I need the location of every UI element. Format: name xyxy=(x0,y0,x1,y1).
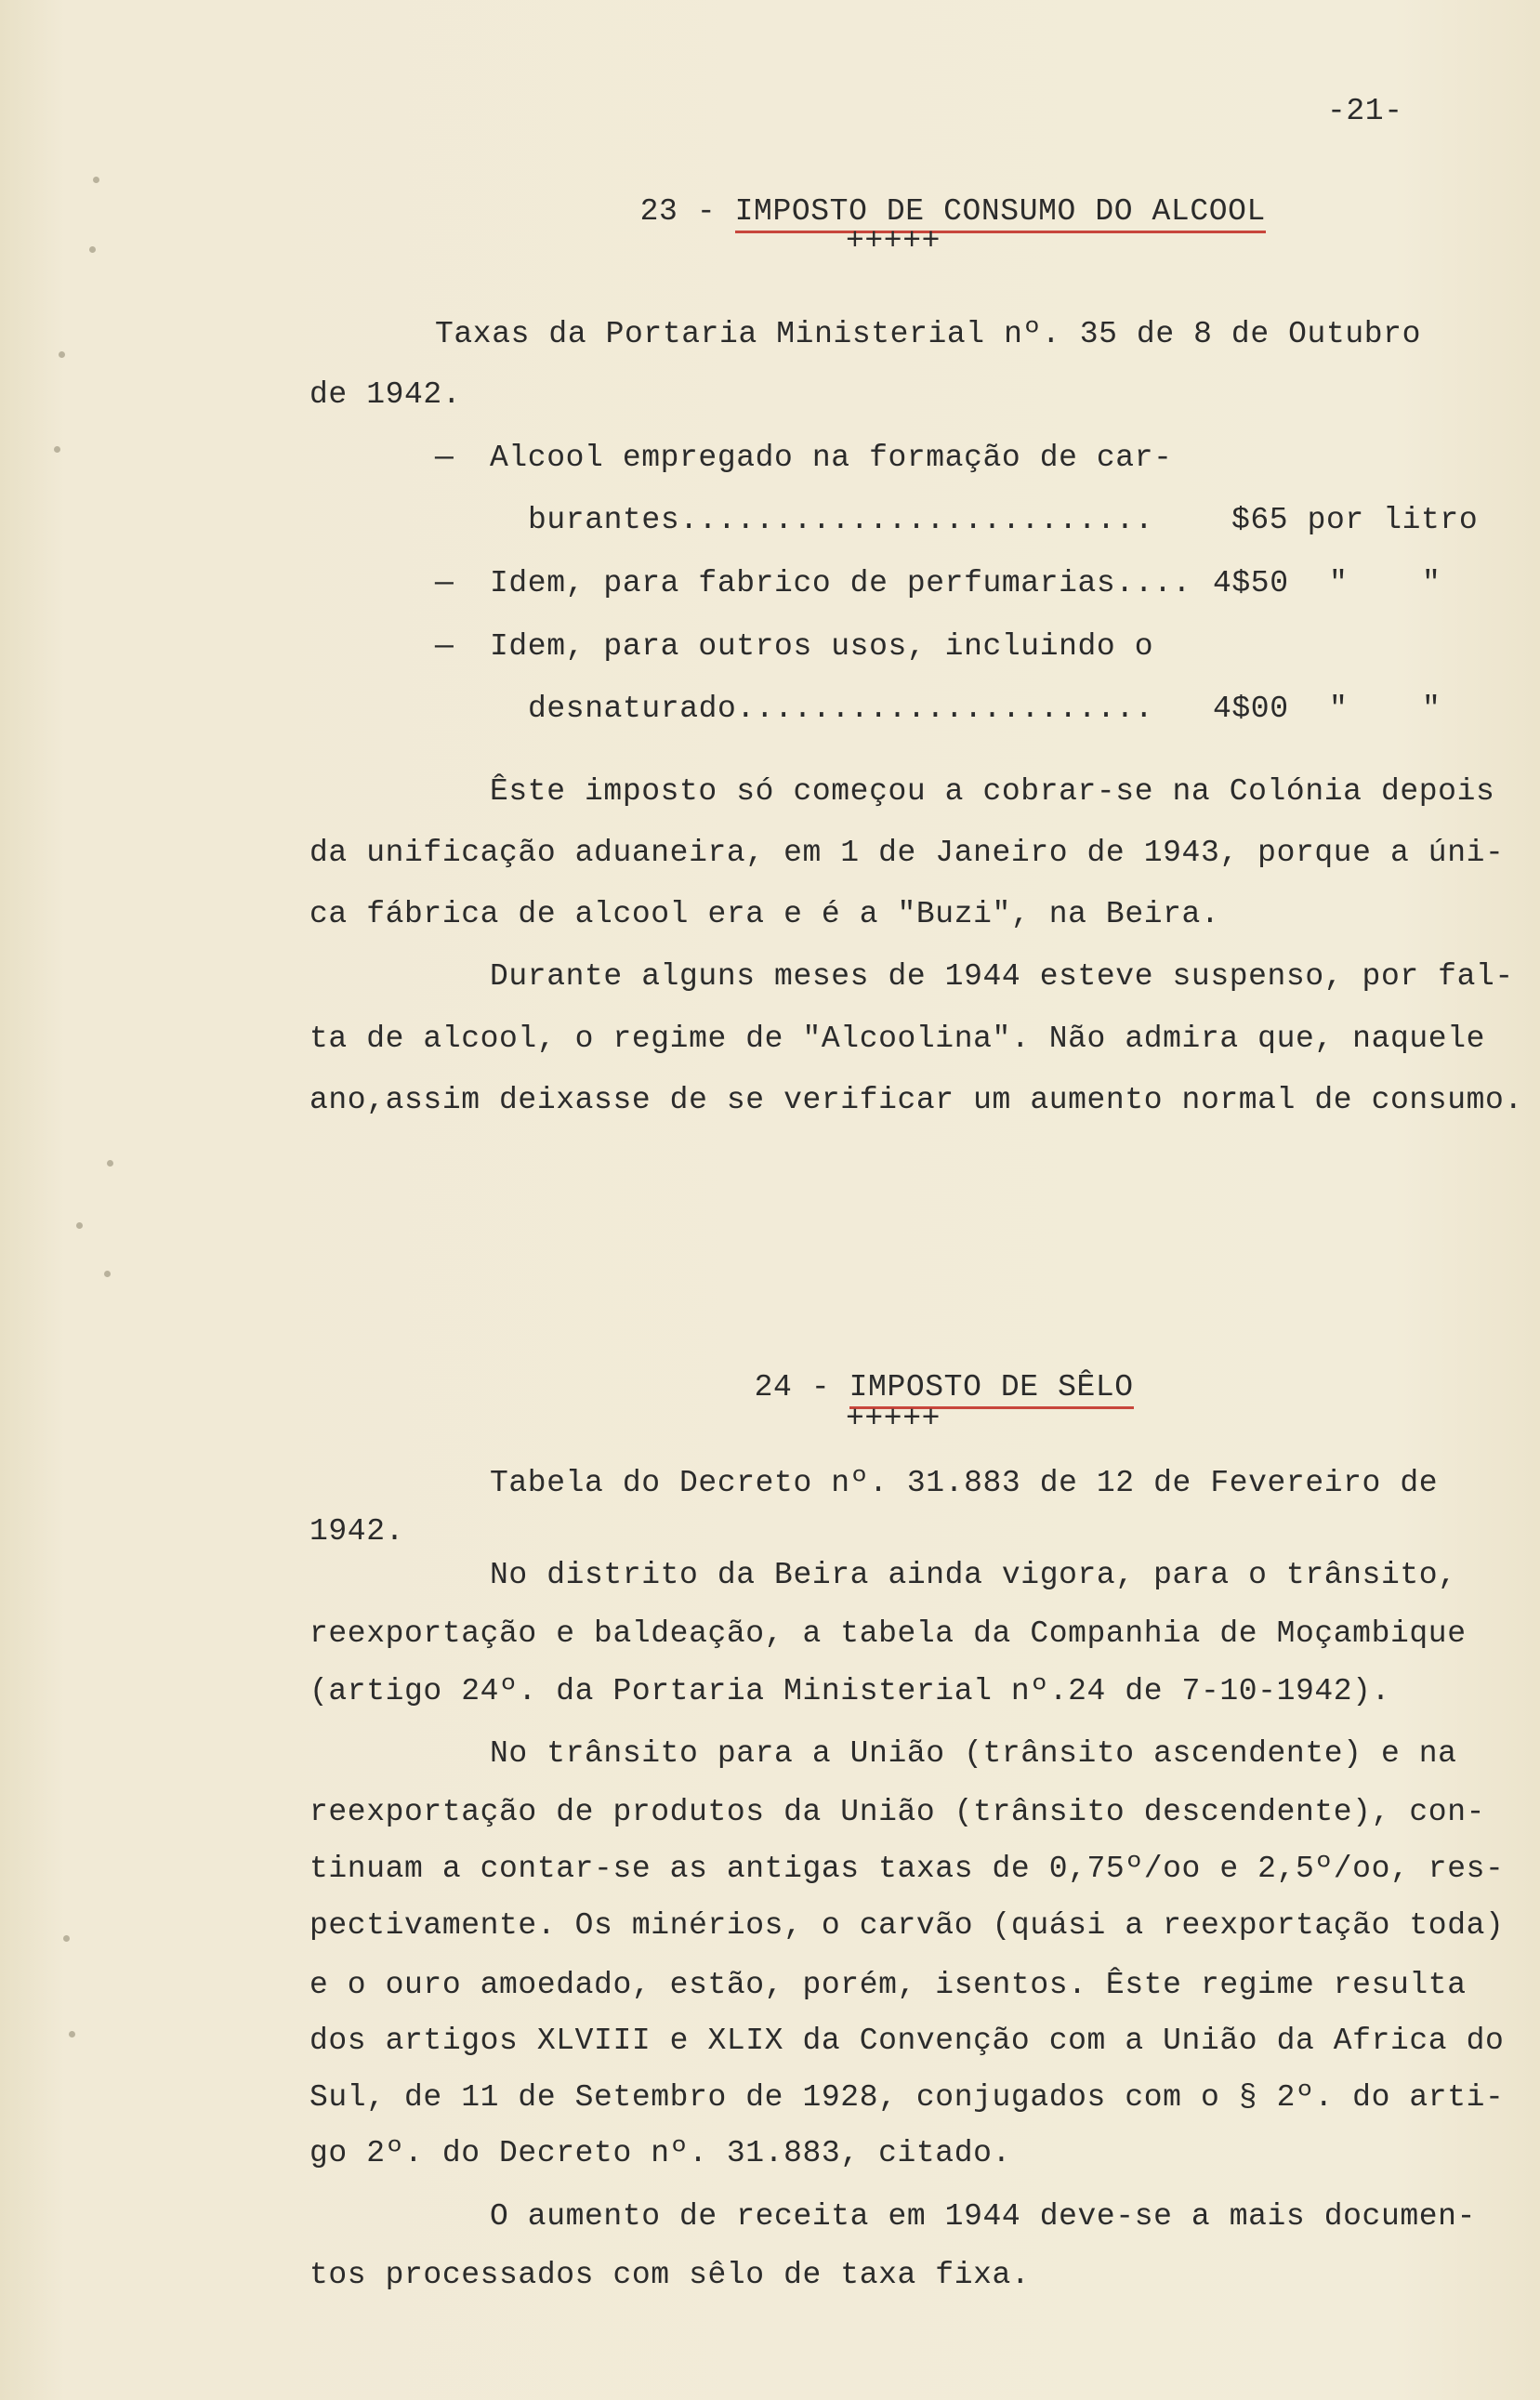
paragraph-line: dos artigos XLVIII e XLIX da Convenção com a União da Africa do xyxy=(309,2024,1505,2058)
margin-mark xyxy=(76,1222,83,1229)
ditto-mark: " xyxy=(1329,566,1349,600)
item-text: Idem, para outros usos, incluindo o xyxy=(490,629,1154,664)
margin-mark xyxy=(69,2031,75,2037)
intro-line: de 1942. xyxy=(309,377,462,412)
paragraph-line: 1942. xyxy=(309,1514,405,1549)
paragraph-line: No distrito da Beira ainda vigora, para o trânsito, xyxy=(490,1558,1457,1592)
paragraph-line: O aumento de receita em 1944 deve-se a mais documen- xyxy=(490,2199,1476,2234)
section-title: IMPOSTO DE CONSUMO DO ALCOOL xyxy=(735,194,1266,233)
paragraph-line: Tabela do Decreto nº. 31.883 de 12 de Fevereiro de xyxy=(490,1466,1439,1500)
ditto-mark: " xyxy=(1422,566,1441,600)
margin-mark xyxy=(107,1160,113,1167)
paragraph-line: pectivamente. Os minérios, o carvão (quási a reexportação toda) xyxy=(309,1908,1505,1943)
paragraph-line: ano,assim deixasse de se verificar um aumento normal de consumo. xyxy=(309,1083,1523,1117)
ditto-mark: " xyxy=(1422,692,1441,726)
paragraph-line: da unificação aduaneira, em 1 de Janeiro de 1943, porque a úni- xyxy=(309,836,1505,870)
separator: +++++ xyxy=(846,224,941,258)
ditto-mark: " xyxy=(1329,692,1349,726)
item-rate: $65 por litro xyxy=(1231,503,1479,537)
paragraph-line: tinuam a contar-se as antigas taxas de 0,75º/oo e 2,5º/oo, res- xyxy=(309,1852,1505,1886)
item-text: Alcool empregado na formação de car- xyxy=(490,441,1173,475)
section-number: 23 - xyxy=(639,194,717,229)
item-dash: — xyxy=(435,441,454,475)
margin-mark xyxy=(59,351,65,358)
item-rate: 4$50 xyxy=(1213,566,1289,600)
paragraph-line: Êste imposto só começou a cobrar-se na Colónia depois xyxy=(490,774,1495,809)
separator: +++++ xyxy=(846,1402,941,1436)
paragraph-line: e o ouro amoedado, estão, porém, isentos. Êste regime resulta xyxy=(309,1968,1467,2002)
paragraph-line: tos processados com sêlo de taxa fixa. xyxy=(309,2258,1031,2292)
item-rate: 4$00 xyxy=(1213,692,1289,726)
margin-mark xyxy=(63,1935,70,1942)
item-text: desnaturado...................... xyxy=(528,692,1154,726)
page-number: -21- xyxy=(1327,94,1403,128)
paragraph-line: go 2º. do Decreto nº. 31.883, citado. xyxy=(309,2136,1011,2170)
paragraph-line: Durante alguns meses de 1944 esteve suspenso, por fal- xyxy=(490,959,1514,994)
paragraph-line: Sul, de 11 de Setembro de 1928, conjugados com o § 2º. do arti- xyxy=(309,2080,1505,2115)
paragraph-line: ta de alcool, o regime de "Alcoolina". Não admira que, naquele xyxy=(309,1022,1485,1056)
section-number: 24 - xyxy=(754,1370,831,1404)
item-text: burantes......................... xyxy=(528,503,1154,537)
margin-mark xyxy=(104,1271,111,1277)
margin-mark xyxy=(54,446,60,453)
paragraph-line: reexportação e baldeação, a tabela da Companhia de Moçambique xyxy=(309,1616,1467,1651)
paragraph-line: reexportação de produtos da União (trânsito descendente), con- xyxy=(309,1795,1485,1829)
intro-line: Taxas da Portaria Ministerial nº. 35 de 8 de Outubro xyxy=(435,317,1421,351)
paragraph-line: ca fábrica de alcool era e é a "Buzi", na Beira. xyxy=(309,897,1220,931)
section-title: IMPOSTO DE SÊLO xyxy=(849,1370,1134,1409)
margin-mark xyxy=(93,177,99,183)
paragraph-line: No trânsito para a União (trânsito ascendente) e na xyxy=(490,1736,1457,1771)
item-text: Idem, para fabrico de perfumarias.... xyxy=(490,566,1191,600)
item-dash: — xyxy=(435,566,454,600)
margin-mark xyxy=(89,246,96,253)
paragraph-line: (artigo 24º. da Portaria Ministerial nº.24 de 7-10-1942). xyxy=(309,1674,1390,1708)
item-dash: — xyxy=(435,629,454,664)
